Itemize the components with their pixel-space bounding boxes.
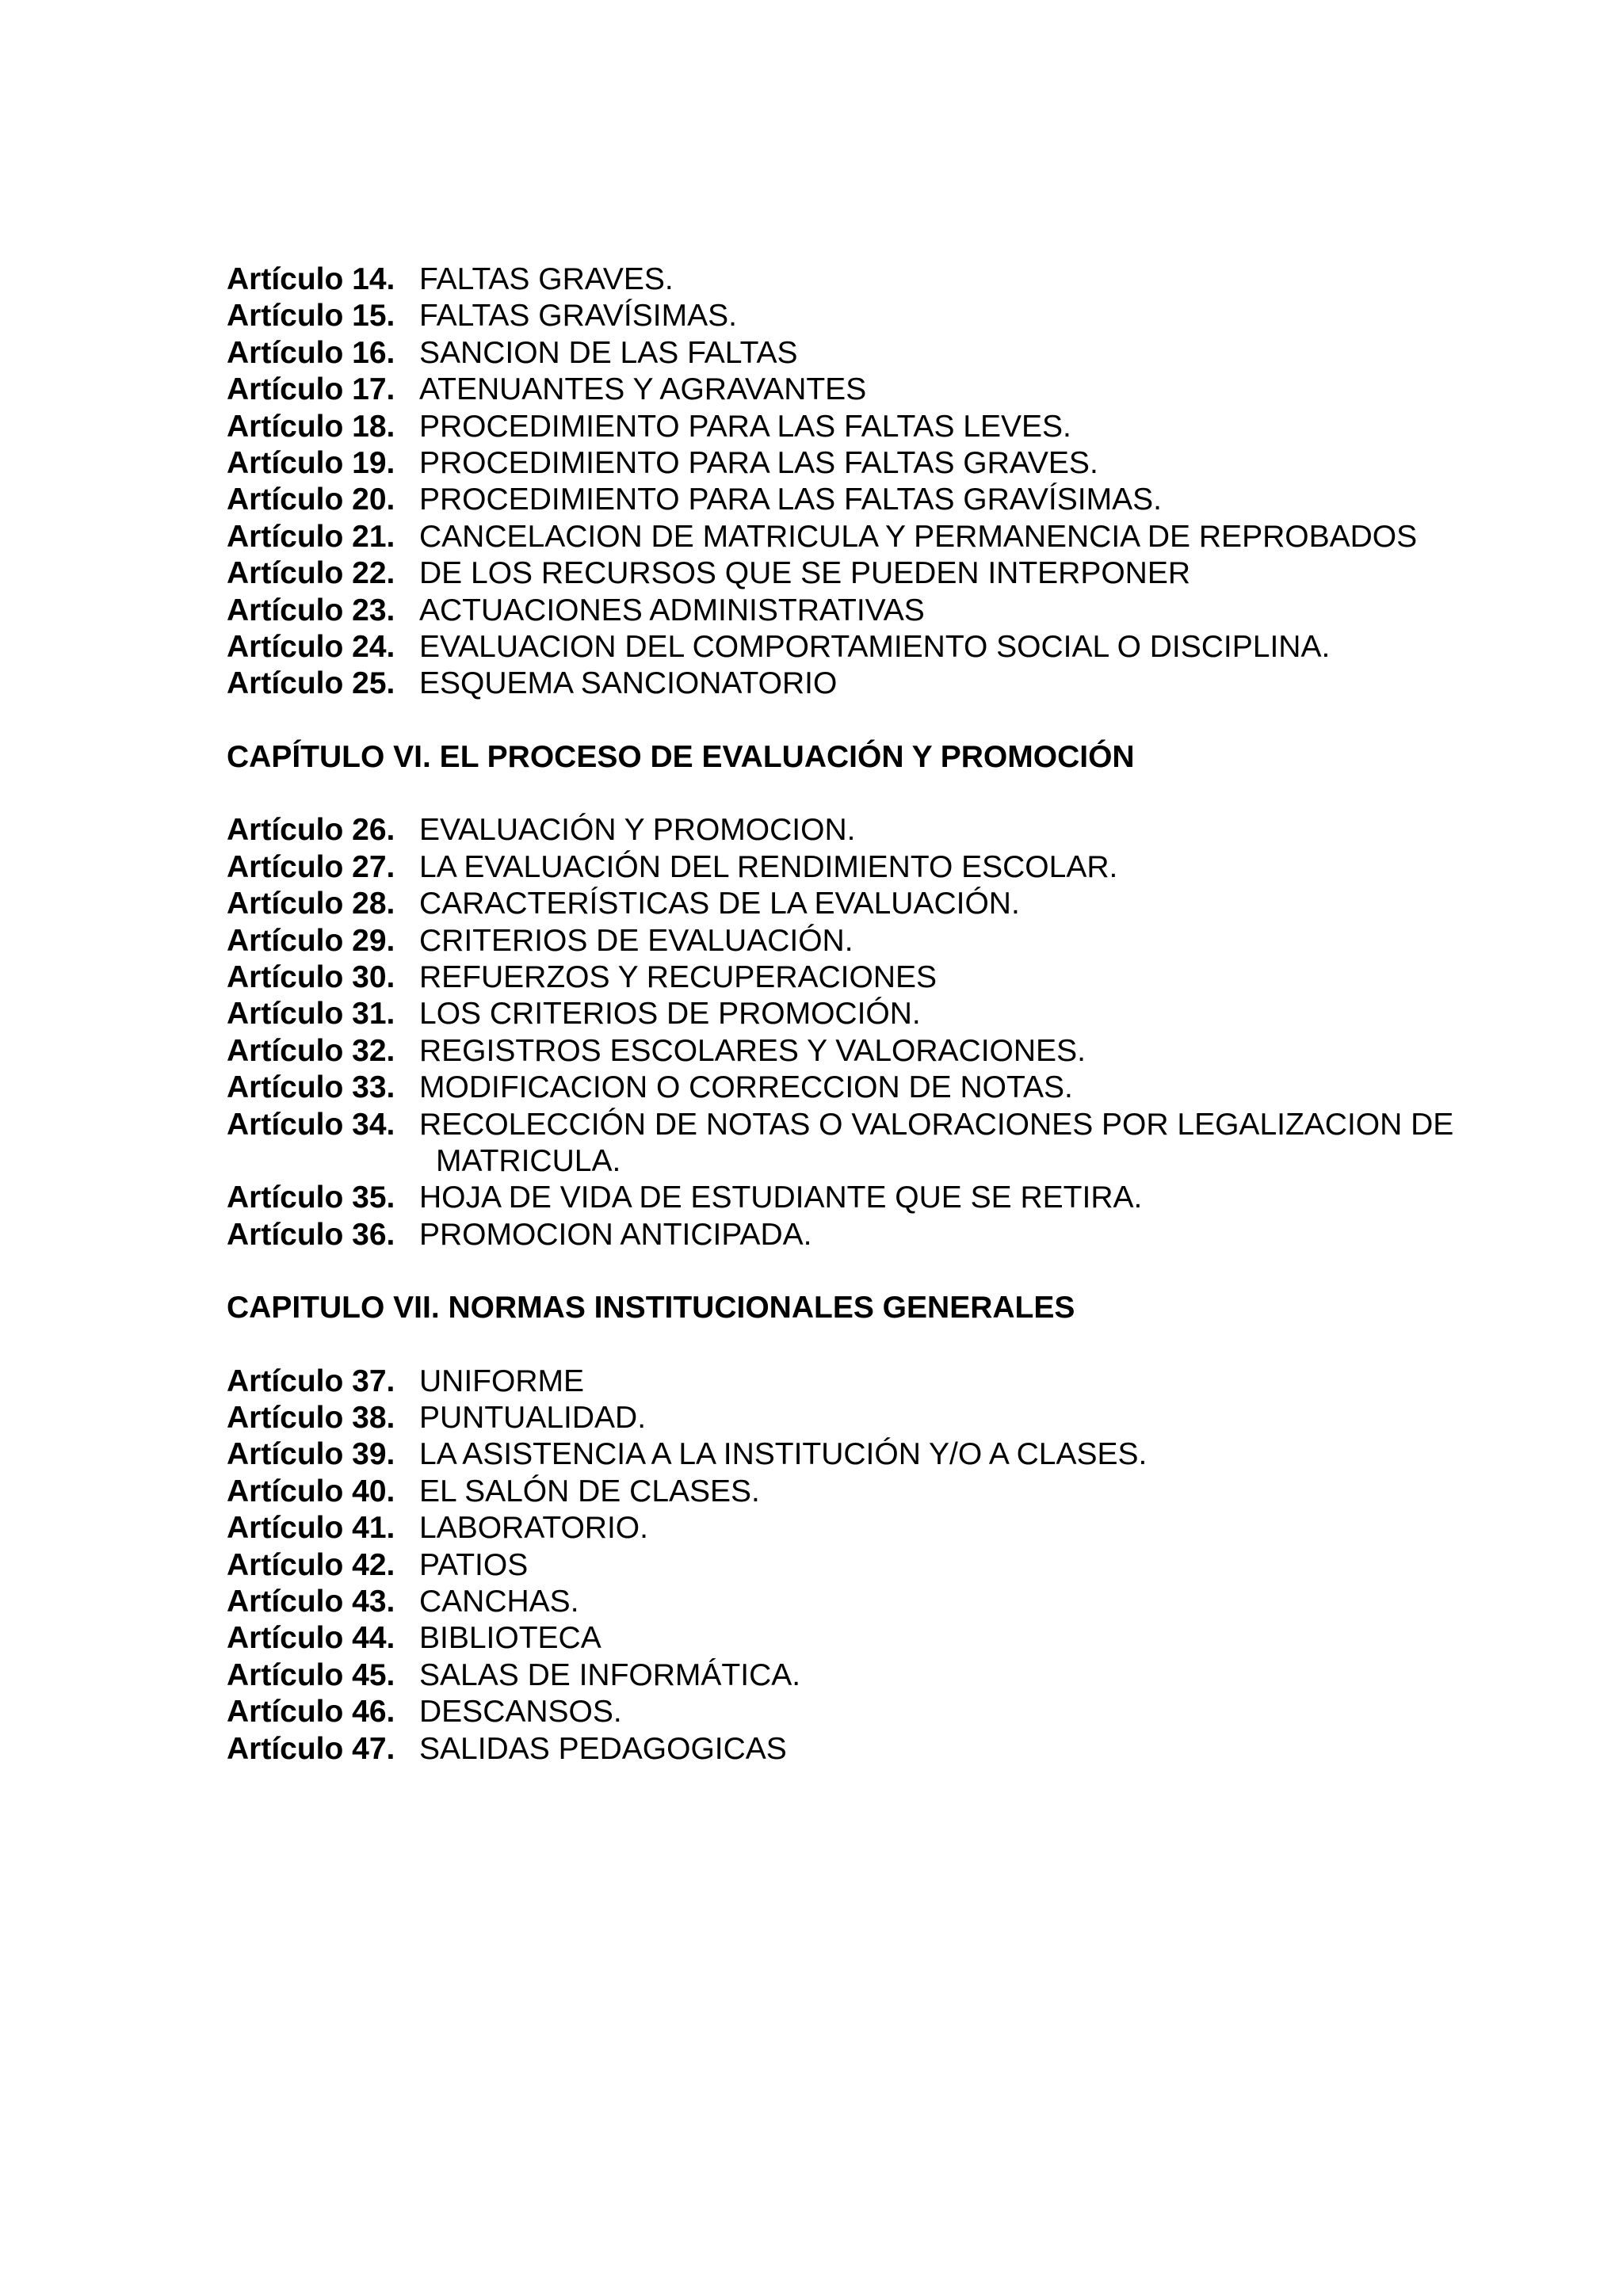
article-title: EL SALÓN DE CLASES. — [419, 1474, 760, 1508]
article-number: Artículo 37. — [227, 1363, 395, 1398]
toc-line — [227, 923, 1558, 959]
article-number: Artículo 23. — [227, 593, 395, 627]
article-title-continuation: MATRICULA. — [436, 1143, 621, 1178]
article-number: Artículo 25. — [227, 666, 395, 701]
toc-line — [227, 886, 1558, 922]
article-title: PATIOS — [419, 1547, 529, 1582]
article-number: Artículo 35. — [227, 1180, 395, 1215]
chapter-vi-heading: CAPÍTULO VI. EL PROCESO DE EVALUACIÓN Y PROMOCIÓN — [227, 739, 1135, 774]
article-title: DE LOS RECURSOS QUE SE PUEDEN INTERPONER — [419, 556, 1191, 591]
article-number: Artículo 14. — [227, 262, 395, 296]
article-number: Artículo 29. — [227, 923, 395, 958]
toc-line — [227, 445, 1558, 482]
article-number: Artículo 36. — [227, 1217, 395, 1252]
toc-line — [227, 1731, 1558, 1768]
toc-line — [227, 996, 1558, 1032]
article-title: CANCHAS. — [419, 1585, 579, 1619]
spacer — [227, 776, 1558, 812]
article-title: SANCION DE LAS FALTAS — [419, 335, 798, 370]
article-title: ACTUACIONES ADMINISTRATIVAS — [419, 593, 925, 627]
toc-line — [227, 593, 1558, 629]
article-number: Artículo 19. — [227, 446, 395, 481]
toc-line — [227, 1547, 1558, 1584]
article-number: Artículo 34. — [227, 1107, 395, 1142]
article-title: SALAS DE INFORMÁTICA. — [419, 1657, 801, 1692]
chapter-vii-heading: CAPITULO VII. NORMAS INSTITUCIONALES GENERALES — [227, 1291, 1075, 1325]
article-title: PROCEDIMIENTO PARA LAS FALTAS GRAVES. — [419, 446, 1098, 481]
article-title: LA ASISTENCIA A LA INSTITUCIÓN Y/O A CLASES. — [419, 1437, 1148, 1472]
article-number: Artículo 16. — [227, 335, 395, 370]
toc-line — [227, 1033, 1558, 1070]
article-number: Artículo 32. — [227, 1033, 395, 1068]
toc-line — [227, 1436, 1558, 1473]
article-title: LOS CRITERIOS DE PROMOCIÓN. — [419, 997, 921, 1032]
article-title: REGISTROS ESCOLARES Y VALORACIONES. — [419, 1033, 1086, 1068]
article-title: REFUERZOS Y RECUPERACIONES — [419, 959, 938, 994]
spacer — [227, 703, 1558, 739]
toc-line — [227, 812, 1558, 849]
article-number: Artículo 44. — [227, 1621, 395, 1656]
toc-line — [227, 1180, 1558, 1216]
article-number: Artículo 21. — [227, 519, 395, 554]
article-title: FALTAS GRAVES. — [419, 262, 674, 296]
article-number: Artículo 45. — [227, 1657, 395, 1692]
toc-line — [227, 1474, 1558, 1510]
article-title: LABORATORIO. — [419, 1511, 648, 1546]
toc-line — [227, 1107, 1558, 1143]
article-number: Artículo 15. — [227, 299, 395, 334]
article-number: Artículo 46. — [227, 1695, 395, 1730]
article-number: Artículo 39. — [227, 1437, 395, 1472]
toc-line — [227, 959, 1558, 996]
toc-line — [227, 372, 1558, 408]
article-number: Artículo 17. — [227, 372, 395, 407]
spacer — [227, 1253, 1558, 1290]
toc-line — [227, 298, 1558, 334]
toc-line — [227, 261, 1558, 298]
article-number: Artículo 47. — [227, 1731, 395, 1766]
article-title: BIBLIOTECA — [419, 1621, 601, 1656]
article-number: Artículo 28. — [227, 887, 395, 921]
toc-line — [227, 1070, 1558, 1106]
article-title: CANCELACION DE MATRICULA Y PERMANENCIA DE REPROBADOS — [419, 519, 1418, 554]
section-chapter-vi — [227, 812, 1558, 1253]
article-number: Artículo 31. — [227, 997, 395, 1032]
article-number: Artículo 27. — [227, 849, 395, 884]
article-number: Artículo 18. — [227, 409, 395, 444]
section-articles-14-25 — [227, 261, 1558, 703]
spacer — [227, 1327, 1558, 1363]
article-number: Artículo 33. — [227, 1070, 395, 1105]
article-title: PROCEDIMIENTO PARA LAS FALTAS LEVES. — [419, 409, 1071, 444]
article-number: Artículo 43. — [227, 1585, 395, 1619]
article-title: UNIFORME — [419, 1363, 584, 1398]
toc-line — [227, 482, 1558, 518]
toc-line — [227, 1363, 1558, 1400]
article-title: DESCANSOS. — [419, 1695, 622, 1730]
article-title: CRITERIOS DE EVALUACIÓN. — [419, 923, 854, 958]
article-number: Artículo 26. — [227, 813, 395, 848]
article-title: MODIFICACION O CORRECCION DE NOTAS. — [419, 1070, 1073, 1105]
article-title: RECOLECCIÓN DE NOTAS O VALORACIONES POR LEGALIZACION DE — [419, 1107, 1454, 1142]
toc-line — [227, 1694, 1558, 1730]
article-title: CARACTERÍSTICAS DE LA EVALUACIÓN. — [419, 887, 1020, 921]
toc-line — [227, 335, 1558, 372]
table-of-contents — [227, 261, 1558, 1768]
article-number: Artículo 20. — [227, 482, 395, 517]
article-title: HOJA DE VIDA DE ESTUDIANTE QUE SE RETIRA. — [419, 1180, 1143, 1215]
article-number: Artículo 42. — [227, 1547, 395, 1582]
article-number: Artículo 38. — [227, 1400, 395, 1435]
article-title: EVALUACIÓN Y PROMOCION. — [419, 813, 856, 848]
toc-line — [227, 849, 1558, 886]
toc-line — [227, 555, 1558, 592]
article-number: Artículo 22. — [227, 556, 395, 591]
toc-line — [227, 1620, 1558, 1657]
article-title: SALIDAS PEDAGOGICAS — [419, 1731, 787, 1766]
toc-line — [227, 519, 1558, 555]
toc-line — [227, 1584, 1558, 1620]
article-number: Artículo 40. — [227, 1474, 395, 1508]
article-title: ESQUEMA SANCIONATORIO — [419, 666, 838, 701]
toc-line — [227, 666, 1558, 702]
toc-line — [227, 1510, 1558, 1547]
article-number: Artículo 30. — [227, 959, 395, 994]
article-title: ATENUANTES Y AGRAVANTES — [419, 372, 867, 407]
article-title: LA EVALUACIÓN DEL RENDIMIENTO ESCOLAR. — [419, 849, 1118, 884]
article-title: EVALUACION DEL COMPORTAMIENTO SOCIAL O DISCIPLINA. — [419, 630, 1331, 665]
toc-line — [227, 1217, 1558, 1253]
toc-line — [227, 409, 1558, 445]
toc-line — [227, 629, 1558, 666]
toc-line — [227, 1400, 1558, 1436]
toc-line — [227, 1657, 1558, 1694]
article-title: PUNTUALIDAD. — [419, 1400, 647, 1435]
article-number: Artículo 24. — [227, 630, 395, 665]
article-number: Artículo 41. — [227, 1511, 395, 1546]
article-title: PROCEDIMIENTO PARA LAS FALTAS GRAVÍSIMAS. — [419, 482, 1162, 517]
article-title: FALTAS GRAVÍSIMAS. — [419, 299, 737, 334]
article-title: PROMOCION ANTICIPADA. — [419, 1217, 812, 1252]
section-chapter-vii — [227, 1363, 1558, 1768]
